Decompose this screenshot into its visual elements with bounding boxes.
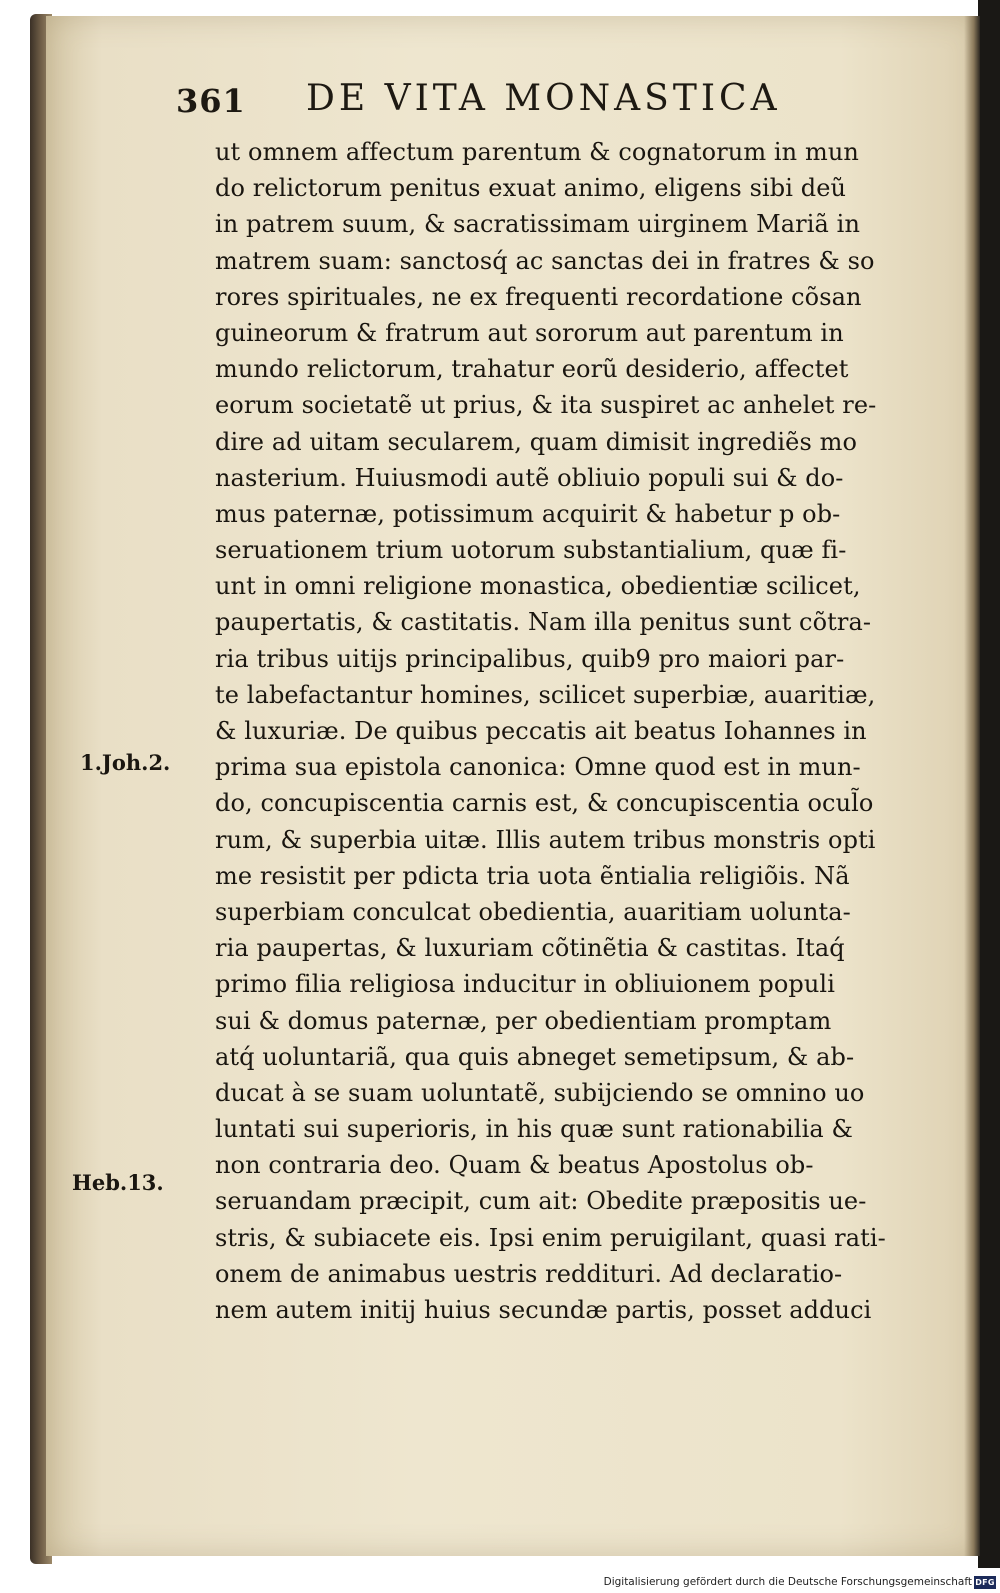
text-line: ut omnem affectum parentum & cognatorum in mun xyxy=(215,138,859,166)
text-line: me resistit per pdicta tria uota ẽntialia religiõis. Nã xyxy=(215,861,850,890)
text-line: onem de animabus uestris reddituri. Ad declaratio- xyxy=(215,1259,843,1288)
digitization-credit: Digitalisierung gefördert durch die Deutsche Forschungsgemeinschaft xyxy=(603,1576,972,1588)
text-line: nem autem initij huius secundæ partis, posset adduci xyxy=(215,1296,872,1324)
text-line: mus paternæ, potissimum acquirit & habetur p ob- xyxy=(215,499,841,528)
text-line: rum, & superbia uitæ. Illis autem tribus monstris opti xyxy=(215,825,876,854)
text-line: rores spirituales, ne ex frequenti recordatione cõsan xyxy=(215,282,862,311)
text-line: primo filia religiosa inducitur in obliuionem populi xyxy=(215,970,835,999)
text-line: eorum societatẽ ut prius, & ita suspiret ac anhelet re- xyxy=(215,391,877,420)
text-line: paupertatis, & castitatis. Nam illa penitus sunt cõtra- xyxy=(215,608,872,637)
page-fore-edge-shadow xyxy=(964,16,980,1556)
text-line: do relictorum penitus exuat animo, eligens sibi deũ xyxy=(215,174,847,203)
dfg-logo: DFG xyxy=(975,1578,995,1587)
text-line: ducat à se suam uoluntatẽ, subijciendo se omnino uo xyxy=(215,1078,865,1107)
body-text xyxy=(215,134,930,1328)
text-line: non contraria deo. Quam & beatus Apostolus ob- xyxy=(215,1151,814,1180)
text-line: unt in omni religione monastica, obedientiæ scilicet, xyxy=(215,572,861,601)
text-line: luntati sui superioris, in his quæ sunt rationabilia & xyxy=(215,1115,853,1144)
text-line: seruandam præcipit, cum ait: Obedite præpositis ue- xyxy=(215,1187,867,1216)
text-line: prima sua epistola canonica: Omne quod est in mun- xyxy=(215,753,861,782)
text-line: & luxuriæ. De quibus peccatis ait beatus Iohannes in xyxy=(215,717,867,745)
margin-note: 1.Joh.2. xyxy=(80,750,171,775)
text-line: in patrem suum, & sacratissimam uirginem Mariã in xyxy=(215,210,861,239)
running-head xyxy=(176,78,936,128)
text-line: guineorum & fratrum aut sororum aut parentum in xyxy=(215,318,844,347)
text-line: sui & domus paternæ, per obedientiam promptam xyxy=(215,1006,832,1035)
text-line: te labefactantur homines, scilicet superbiæ, auaritiæ, xyxy=(215,680,876,709)
text-line: mundo relictorum, trahatur eorũ desiderio, affectet xyxy=(215,355,849,384)
page-number: 361 xyxy=(176,82,246,120)
text-line: seruationem trium uotorum substantialium, quæ fi- xyxy=(215,536,847,565)
footer-bar xyxy=(0,1574,1000,1593)
text-line: ria paupertas, & luxuriam cõtinẽtia & castitas. Itaq́ xyxy=(215,934,845,963)
text-line: ria tribus uitijs principalibus, quib9 pro maiori par- xyxy=(215,644,845,673)
scan-background xyxy=(978,0,1000,1568)
running-title: DE VITA MONASTICA xyxy=(306,78,781,119)
text-line: atq́ uoluntariã, qua quis abneget semetipsum, & ab- xyxy=(215,1042,855,1071)
text-line: dire ad uitam secularem, quam dimisit ingrediẽs mo xyxy=(215,427,858,456)
text-line: do, concupiscentia carnis est, & concupiscentia ocul̃o xyxy=(215,789,874,818)
text-line: superbiam conculcat obedientia, auaritiam uolunta- xyxy=(215,897,851,926)
margin-note: Heb.13. xyxy=(72,1170,164,1195)
text-line: matrem suam: sanctosq́ ac sanctas dei in fratres & so xyxy=(215,246,875,275)
text-line: stris, & subiacete eis. Ipsi enim peruigilant, quasi rati- xyxy=(215,1223,886,1252)
text-line: nasterium. Huiusmodi autẽ obliuio populi sui & do- xyxy=(215,463,844,492)
